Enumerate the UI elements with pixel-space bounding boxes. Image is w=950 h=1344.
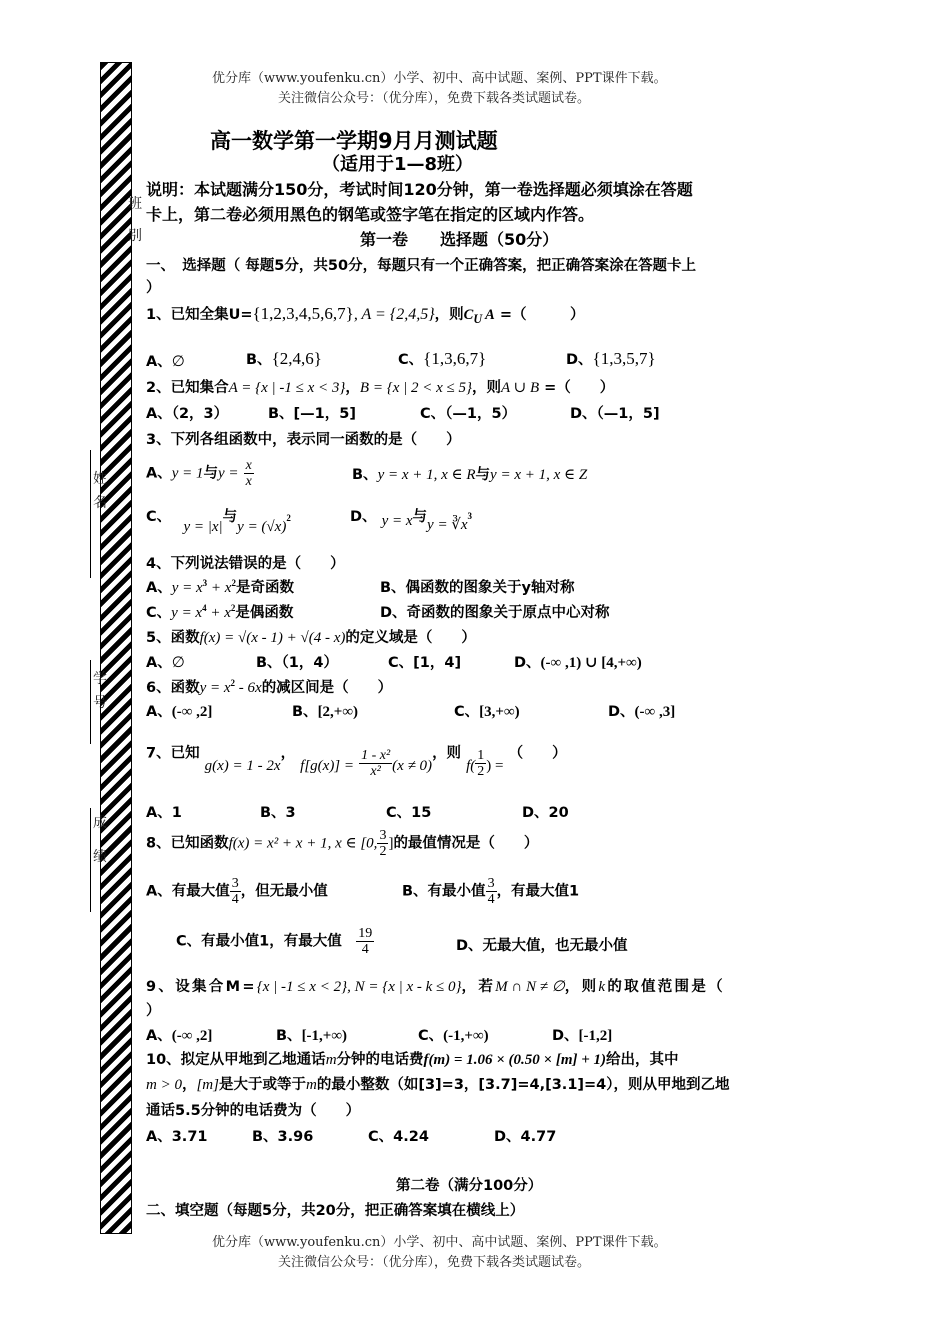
q10-option-a[interactable]: A、3.71 xyxy=(146,1129,208,1145)
q2-option-b[interactable]: B、[—1，5] xyxy=(268,406,356,422)
q2-option-d[interactable]: D、（—1，5] xyxy=(570,406,660,422)
exam-title: 高一数学第一学期9月月测试题 xyxy=(210,129,498,153)
q9-option-c[interactable]: C、(-1,+∞) xyxy=(418,1028,489,1044)
part1-title: 第一卷 选择题（50分） xyxy=(360,230,559,249)
q7-option-c[interactable]: C、15 xyxy=(386,805,432,821)
question-10: 10、拟定从甲地到乙地通话m分钟的电话费f(m) = 1.06 × (0.50 × [m] + 1)给出，其中 xyxy=(146,1052,679,1068)
question-5: 5、函数f(x) = √(x - 1) + √(4 - x)的定义域是（ ） xyxy=(146,630,476,646)
exam-note-line-2: 卡上，第二卷必须用黑色的钢笔或签字笔在指定的区域内作答。 xyxy=(146,205,595,224)
binding-line-name xyxy=(90,450,91,578)
q3-option-b[interactable]: B、y = x + 1, x ∈ R与y = x + 1, x ∈ Z xyxy=(352,467,588,483)
q5-option-d[interactable]: D、(-∞ ,1) ∪ [4,+∞) xyxy=(514,655,642,671)
q6-option-b[interactable]: B、[2,+∞) xyxy=(292,704,359,720)
section1-line-1: 一、 选择题（ 每题5分，共50分，每题只有一个正确答案，把正确答案涂在答题卡上 xyxy=(146,258,697,274)
q8-option-c[interactable]: C、有最小值1，有最大值 $\frac{19}{4}$ xyxy=(176,926,373,957)
q10-line-2: m > 0，[m]是大于或等于m的最小整数（如[3]=3，[3.7]=4,[3.1]=4），则从甲地到乙地 xyxy=(146,1077,730,1093)
q2-option-a[interactable]: A、（2，3） xyxy=(146,406,229,422)
binding-label-name-2: 名 xyxy=(93,495,107,511)
q5-option-c[interactable]: C、[1，4] xyxy=(388,655,462,671)
q6-option-a[interactable]: A、(-∞ ,2] xyxy=(146,704,213,720)
question-8: 8、已知函数f(x) = x² + x + 1, x ∈ [0, $\frac{3}{2}$ ]的最值情况是（ ） xyxy=(146,828,539,859)
q9-option-d[interactable]: D、[-1,2] xyxy=(552,1028,613,1044)
q1-option-a[interactable]: A、∅ xyxy=(146,354,185,370)
binding-label-score-1: 成 xyxy=(93,815,107,831)
q3-option-c[interactable]: C、 y = |x|与$y = (√x)^2$ xyxy=(146,509,291,535)
exam-note-line-1: 说明：本试题满分150分，考试时间120分钟，第一卷选择题必须填涂在答题 xyxy=(146,180,693,199)
q4-option-a[interactable]: A、$y = x^3 + x^2$是奇函数 xyxy=(146,578,294,596)
header-line-1: 优分库（www.youfenku.cn）小学、初中、高中试题、案例、PPT课件下载。 xyxy=(212,71,667,86)
binding-line-score xyxy=(90,808,91,912)
q10-option-b[interactable]: B、3.96 xyxy=(252,1129,314,1145)
q3-option-a[interactable]: A、y = 1与y = $\frac{x}{x}$ xyxy=(146,458,252,489)
binding-label-number-2: 号 xyxy=(93,695,107,711)
q1-option-b[interactable]: B、{2,4,6} xyxy=(246,349,322,368)
binding-label-ban-1: 班 xyxy=(128,196,142,212)
q10-option-c[interactable]: C、4.24 xyxy=(368,1129,429,1145)
q4-option-c[interactable]: C、$y = x^4 + x^2$是偶函数 xyxy=(146,603,294,621)
q8-option-a[interactable]: A、有最大值 $\frac{3}{4}$ ，但无最小值 xyxy=(146,876,328,907)
q5-option-b[interactable]: B、（1，4） xyxy=(256,655,338,671)
q6-option-d[interactable]: D、(-∞ ,3] xyxy=(608,704,676,720)
binding-label-score-2: 绩 xyxy=(93,849,107,865)
q4-option-b[interactable]: B、偶函数的图象关于y轴对称 xyxy=(380,580,575,596)
q4-option-d[interactable]: D、奇函数的图象关于原点中心对称 xyxy=(380,605,610,621)
section1-line-2: ） xyxy=(146,280,161,296)
exam-subtitle: （适用于1—8班） xyxy=(322,154,474,175)
q9-option-a[interactable]: A、(-∞ ,2] xyxy=(146,1028,213,1044)
question-7: 7、已知 g(x) = 1 - 2x， f[g(x)] = $\frac{\text{1 - x²}}{\text{x²}}$ (x ≠ 0)，则 f( $\frac{1}{2}$ ) = （ ） xyxy=(146,745,567,779)
q7-option-d[interactable]: D、20 xyxy=(522,805,569,821)
q7-option-a[interactable]: A、1 xyxy=(146,805,182,821)
q2-option-c[interactable]: C、（—1，5） xyxy=(420,406,517,422)
q7-option-b[interactable]: B、3 xyxy=(260,805,296,821)
q9-line-2: ） xyxy=(146,1003,161,1019)
section2-heading: 二、填空题（每题5分，共20分，把正确答案填在横线上） xyxy=(146,1203,525,1219)
question-3: 3、下列各组函数中，表示同一函数的是（ ） xyxy=(146,432,461,448)
q1-option-d[interactable]: D、{1,3,5,7} xyxy=(566,349,656,368)
q10-option-d[interactable]: D、4.77 xyxy=(494,1129,557,1145)
q8-option-d[interactable]: D、无最大值，也无最小值 xyxy=(456,938,628,954)
q10-line-3: 通话5.5分钟的电话费为（ ） xyxy=(146,1103,361,1119)
question-9: 9、设集合M={x | -1 ≤ x < 2}, N = {x | x - k ≤ 0}，若M ∩ N ≠ ∅，则k的取值范围是（ xyxy=(146,979,725,995)
q1-option-c[interactable]: C、{1,3,6,7} xyxy=(398,349,487,368)
q6-option-c[interactable]: C、[3,+∞) xyxy=(454,704,520,720)
footer-line-1: 优分库（www.youfenku.cn）小学、初中、高中试题、案例、PPT课件下载。 xyxy=(212,1235,667,1250)
question-6: 6、函数$y = x^2 - 6x$的减区间是（ ） xyxy=(146,678,393,696)
header-line-2: 关注微信公众号：（优分库），免费下载各类试题试卷。 xyxy=(278,91,591,106)
question-1: 1、已知全集U={1,2,3,4,5,6,7}, A = {2,4,5}，则$C_U$ A =（ ） xyxy=(146,304,585,326)
binding-line-number xyxy=(90,660,91,744)
binding-label-name-1: 姓 xyxy=(93,471,107,487)
footer-line-2: 关注微信公众号：（优分库），免费下载各类试题试卷。 xyxy=(278,1255,591,1270)
q8-option-b[interactable]: B、有最小值 $\frac{3}{4}$ ，有最大值1 xyxy=(402,876,580,907)
question-4: 4、下列说法错误的是（ ） xyxy=(146,556,345,572)
part2-title: 第二卷（满分100分） xyxy=(396,1178,543,1194)
q5-option-a[interactable]: A、∅ xyxy=(146,655,185,671)
question-2: 2、已知集合A = {x | -1 ≤ x < 3}，B = {x | 2 < x ≤ 5}，则A ∪ B =（ ） xyxy=(146,380,615,396)
q3-option-d[interactable]: D、 y = x与$y = ∛x^3$ xyxy=(350,509,473,533)
q9-option-b[interactable]: B、[-1,+∞) xyxy=(276,1028,348,1044)
binding-label-ban-2: 别 xyxy=(128,228,142,244)
binding-label-number-1: 学 xyxy=(93,671,107,687)
